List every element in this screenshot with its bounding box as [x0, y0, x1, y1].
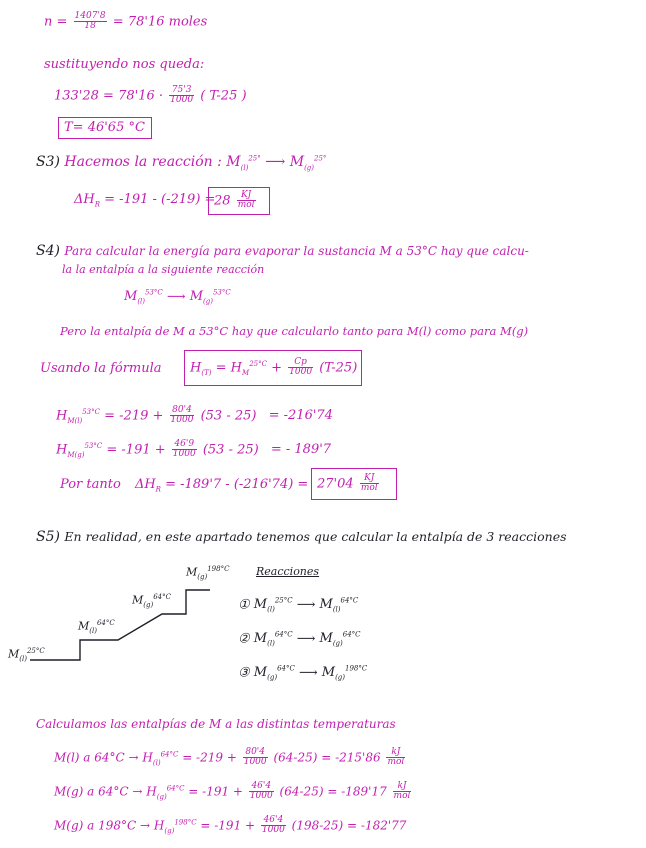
fraction-denominator: 1000: [170, 95, 194, 106]
arrow-icon: ⟶: [296, 597, 316, 613]
pero-text: Pero la entalpía de M a 53°C hay que calcularlo tanto para M(l) como para M(g): [60, 324, 529, 338]
s4-line2: la la entalpía a la siguiente reacción: [62, 263, 265, 276]
arrow-icon: ⟶: [265, 154, 286, 170]
arrow-icon: ⟶: [298, 665, 318, 681]
diagram-label-2: $M_{(l)}^{64^\circ C}$: [78, 619, 115, 635]
dhr-equation-s4: Por tanto $\Delta H_R = -189'7 - (-216'74)$ =: [60, 477, 309, 494]
substitution-text: sustituyendo nos queda:: [44, 57, 205, 72]
fraction-numerator: 75'3: [169, 86, 194, 96]
s3-product: $M_{(g)}^{25^\circ}$: [289, 154, 327, 172]
dhr-value: 28: [214, 193, 231, 209]
fraction-denominator: 18: [84, 21, 96, 32]
reaction-item-3: ③ $M_{(g)}^{64^\circ C}$ ⟶ $M_{(g)}^{198^\circ C}$: [238, 665, 368, 682]
fraction-numerator: 1407'8: [74, 11, 106, 21]
dhr-expression: = -191 - (-219) =: [104, 192, 216, 207]
s5-label: S5): [36, 529, 60, 545]
temperature-result: T= 46'65 °C: [64, 120, 145, 135]
enthalpy-formula: $H_{(T)} = H_M^{25^\circ C}$ + $\frac{Cp}{1000}$ (T-25): [190, 357, 358, 378]
arrow-icon: ⟶: [296, 631, 316, 647]
calc-title: Calculamos las entalpías de M a las distintas temperaturas: [36, 717, 396, 731]
calc-row-3: M(g) a $198^\circ C \to H_{(g)}^{198^\circ C} = -191$ + $\frac{46'4}{1000}$ (198-25) = -182'77: [54, 815, 407, 836]
reaction-item-2: ② $M_{(l)}^{64^\circ C}$ ⟶ $M_{(g)}^{64^\circ C}$: [238, 631, 361, 648]
equation-rhs: ( T-25 ): [200, 88, 247, 104]
reaction-53c: $M_{(l)}^{53^\circ C}$ ⟶ $M_{(g)}^{53^\circ C}$: [124, 289, 231, 306]
diagram-label-1: $M_{(l)}^{25^\circ C}$: [8, 647, 45, 663]
dhr-equation-s3: $\Delta H_R = -191 - (-219)$ =: [74, 192, 216, 209]
s3-text: Hacemos la reacción :: [64, 154, 222, 170]
s3-reactant: $M_{(l)}^{25^\circ}$: [226, 154, 261, 172]
moles-result: = 78'16 moles: [112, 14, 208, 30]
reaction-item-1: ① $M_{(l)}^{25^\circ C}$ ⟶ $M_{(l)}^{64^\circ C}$: [238, 597, 359, 614]
arrow-icon: ⟶: [166, 289, 186, 305]
s5-text: En realidad, en este apartado tenemos que calcular la entalpía de 3 reacciones: [64, 529, 567, 544]
staircase-line: [30, 590, 210, 660]
s4-text: Para calcular la energía para evaporar la sustancia M a 53°C hay que calcu-: [64, 244, 529, 258]
enthalpy-liquid-53: $H_{M(l)}^{53^\circ C} = -219$ + $\frac{80'4}{1000}$ (53 - 25) = -216'74: [56, 405, 333, 426]
dhr-result-s4: 27'04 $\frac{KJ}{\text{mol}}$: [317, 473, 378, 494]
s3-label: S3): [36, 154, 60, 170]
diagram-label-3: $M_{(g)}^{64^\circ C}$: [132, 593, 171, 609]
s4-label: S4): [36, 243, 60, 259]
calc-row-2: M(g) a $64^\circ C \to H_{(g)}^{64^\circ C} = -191$ + $\frac{46'4}{1000}$ (64-25) = -189'17 $\frac{kJ}{\text{mol}}$: [54, 781, 411, 802]
calc-row-1: M(l) a $64^\circ C \to H_{(l)}^{64^\circ C} = -219$ + $\frac{80'4}{1000}$ (64-25) = -215'86 $\frac{kJ}{\text{mol}}$: [54, 747, 405, 768]
n-label: n =: [44, 14, 68, 30]
reacciones-title: Reacciones: [256, 565, 320, 578]
diagram-label-4: $M_{(g)}^{198^\circ C}$: [186, 565, 230, 581]
cp-fraction: $\frac{Cp}{1000}$: [289, 357, 313, 378]
unit-fraction: $\frac{KJ}{\text{mol}}$: [237, 190, 255, 211]
enthalpy-gas-53: $H_{M(g)}^{53^\circ C} = -191$ + $\frac{46'9}{1000}$ (53 - 25) = - 189'7: [56, 439, 332, 460]
equation-lhs: 133'28 = 78'16 ·: [54, 88, 164, 104]
usando-text: Usando la fórmula: [40, 361, 162, 376]
